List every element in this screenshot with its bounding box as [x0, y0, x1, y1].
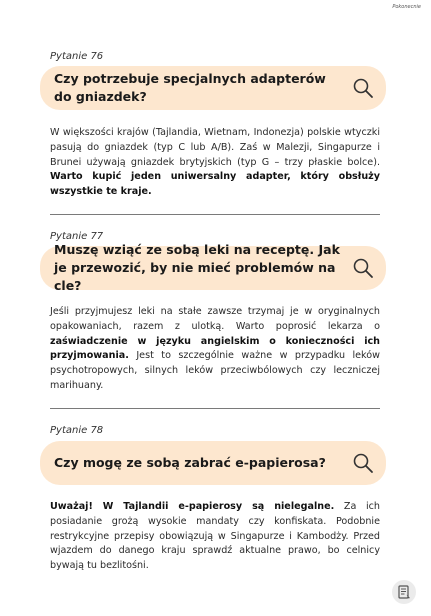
question-78-bubble[interactable] [40, 441, 386, 485]
answer-78 [50, 500, 380, 574]
answer-77-part-3: Jest to szczególnie ważne w przypadku leków psychotropowych, silnych leków przeciwbólowych czy leczniczej marihuany. [50, 350, 380, 391]
notes-button[interactable] [392, 580, 416, 604]
question-77-title: Muszę wziąć ze sobą leki na receptę. Jak je przewozić, by nie mieć problemów na cle? [54, 242, 340, 293]
answer-76-part-2: Warto kupić jeden uniwersalny adapter, który obsłuży wszystkie te kraje. [50, 171, 380, 198]
question-76-title: Czy potrzebuje specjalnych adapterów do gniazdek? [54, 71, 326, 104]
question-77-label: Pytanie 77 [50, 231, 104, 242]
search-icon[interactable] [352, 257, 374, 279]
question-78-title: Czy mogę ze sobą zabrać e-papierosa? [54, 455, 326, 470]
question-77-bubble[interactable] [40, 242, 386, 293]
header-tag: Pokonecnie [392, 4, 421, 10]
answer-76-part-1: W większości krajów (Tajlandia, Wietnam, Indonezja) polskie wtyczki pasują do gniazdek (typ C lub A/B). Zaś w Malezji, Singapurze i Brunei używają gniazdek brytyjskich (typ G – trzy płaskie bolce). [50, 127, 380, 168]
divider [50, 214, 380, 215]
search-icon[interactable] [352, 452, 374, 474]
answer-77-part-2: zaświadczenie w języku angielskim o konieczności ich przyjmowania. [50, 335, 380, 362]
question-76-label: Pytanie 76 [50, 51, 104, 62]
answer-78-part-1: Uważaj! W Tajlandii e-papierosy są nielegalne. [50, 501, 335, 512]
question-76-bubble[interactable] [40, 66, 386, 110]
answer-76 [50, 126, 380, 200]
answer-77-part-1: Jeśli przyjmujesz leki na stałe zawsze trzymaj je w oryginalnych opakowaniach, razem z ulotką. Warto poprosić lekarza o [50, 306, 380, 332]
question-78-label: Pytanie 78 [50, 425, 104, 436]
notes-icon [392, 580, 416, 604]
answer-78-part-2: Za ich posiadanie grożą wysokie mandaty czy konfiskata. Podobnie restrykcyjne przepisy obowiązują w Singapurze i Kambodży. Przed wjazdem do danego kraju sprawdź aktualne prawo, bo celnicy bywają tu bezlitośni. [50, 501, 381, 572]
search-icon[interactable] [352, 77, 374, 99]
divider [50, 408, 380, 409]
answer-77 [50, 305, 380, 394]
